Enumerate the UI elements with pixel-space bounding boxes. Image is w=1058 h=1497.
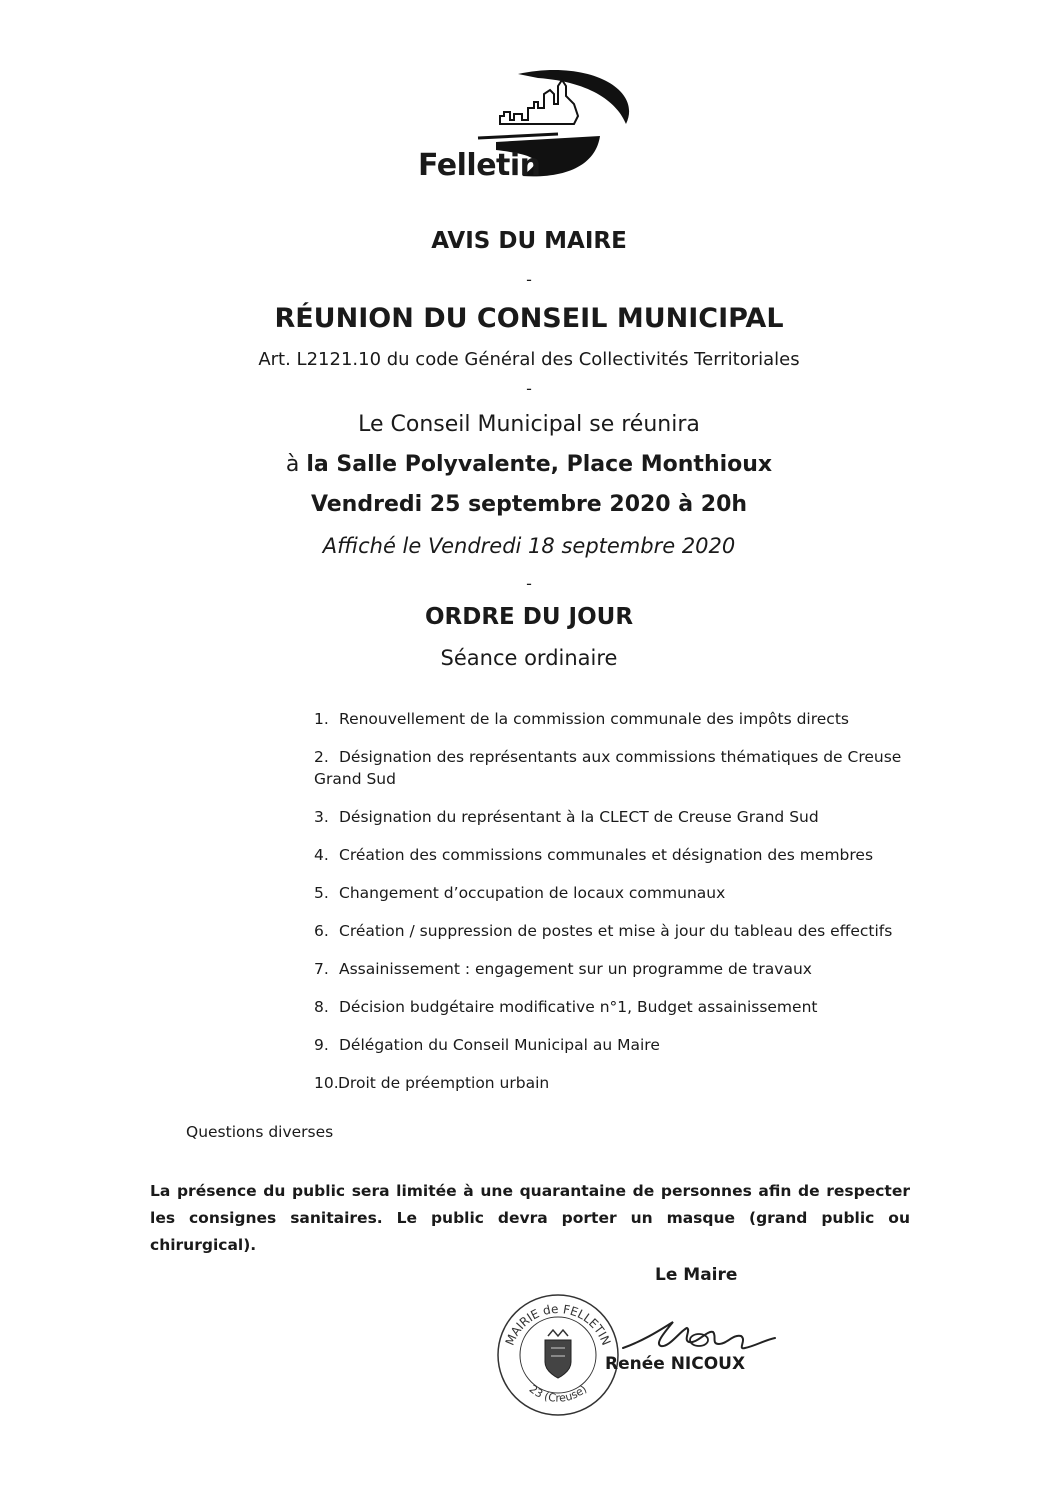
posted-date: Affiché le Vendredi 18 septembre 2020 <box>322 534 736 558</box>
agenda-title: ORDRE DU JOUR <box>424 604 634 630</box>
meeting-place-line <box>0 452 1058 477</box>
agenda-item: 1. Renouvellement de la commission communale des impôts directs <box>314 710 849 728</box>
agenda-item: 2. Désignation des représentants aux commissions thématiques de Creuse Grand Sud <box>314 748 902 788</box>
separator: - <box>526 574 532 593</box>
agenda-item: 8. Décision budgétaire modificative n°1, Budget assainissement <box>314 998 818 1016</box>
meeting-intro: Le Conseil Municipal se réunira <box>358 412 700 437</box>
agenda-item: 4. Création des commissions communales et désignation des membres <box>314 846 874 864</box>
svg-text:MAIRIE de FELLETIN: MAIRIE de FELLETIN <box>502 1301 614 1348</box>
other-questions: Questions diverses <box>186 1123 334 1141</box>
meeting-date: Vendredi 25 septembre 2020 à 20h <box>310 492 748 517</box>
place-prefix: à <box>285 452 307 477</box>
separator: - <box>526 379 532 398</box>
separator: - <box>526 270 532 289</box>
agenda-list <box>314 708 924 1110</box>
signatory-name: Renée NICOUX <box>605 1354 746 1374</box>
agenda-item: 6. Création / suppression de postes et mise à jour du tableau des effectifs <box>314 922 893 940</box>
agenda-item: 3. Désignation du représentant à la CLECT de Creuse Grand Sud <box>314 808 819 826</box>
notice-title: AVIS DU MAIRE <box>431 228 627 254</box>
agenda-item: 10.Droit de préemption urbain <box>314 1074 550 1092</box>
meeting-title: RÉUNION DU CONSEIL MUNICIPAL <box>274 303 784 334</box>
logo-wordmark: Felletin <box>418 148 541 183</box>
agenda-item: 5. Changement d’occupation de locaux communaux <box>314 884 726 902</box>
legal-reference: Art. L2121.10 du code Général des Collectivités Territoriales <box>258 349 800 370</box>
svg-text:23 (Creuse): 23 (Creuse) <box>526 1382 590 1405</box>
public-notice: La présence du public sera limitée à une quarantaine de personnes afin de respecter les consignes sanitaires. Le public devra porter un masque (grand public ou chirurgical). <box>150 1182 910 1254</box>
agenda-item: 9. Délégation du Conseil Municipal au Maire <box>314 1036 660 1054</box>
agenda-item: 7. Assainissement : engagement sur un programme de travaux <box>314 960 812 978</box>
meeting-place: la Salle Polyvalente, Place Monthioux <box>306 452 773 477</box>
signatory-role: Le Maire <box>655 1265 738 1285</box>
official-stamp <box>493 1290 623 1420</box>
session-type: Séance ordinaire <box>440 646 618 670</box>
